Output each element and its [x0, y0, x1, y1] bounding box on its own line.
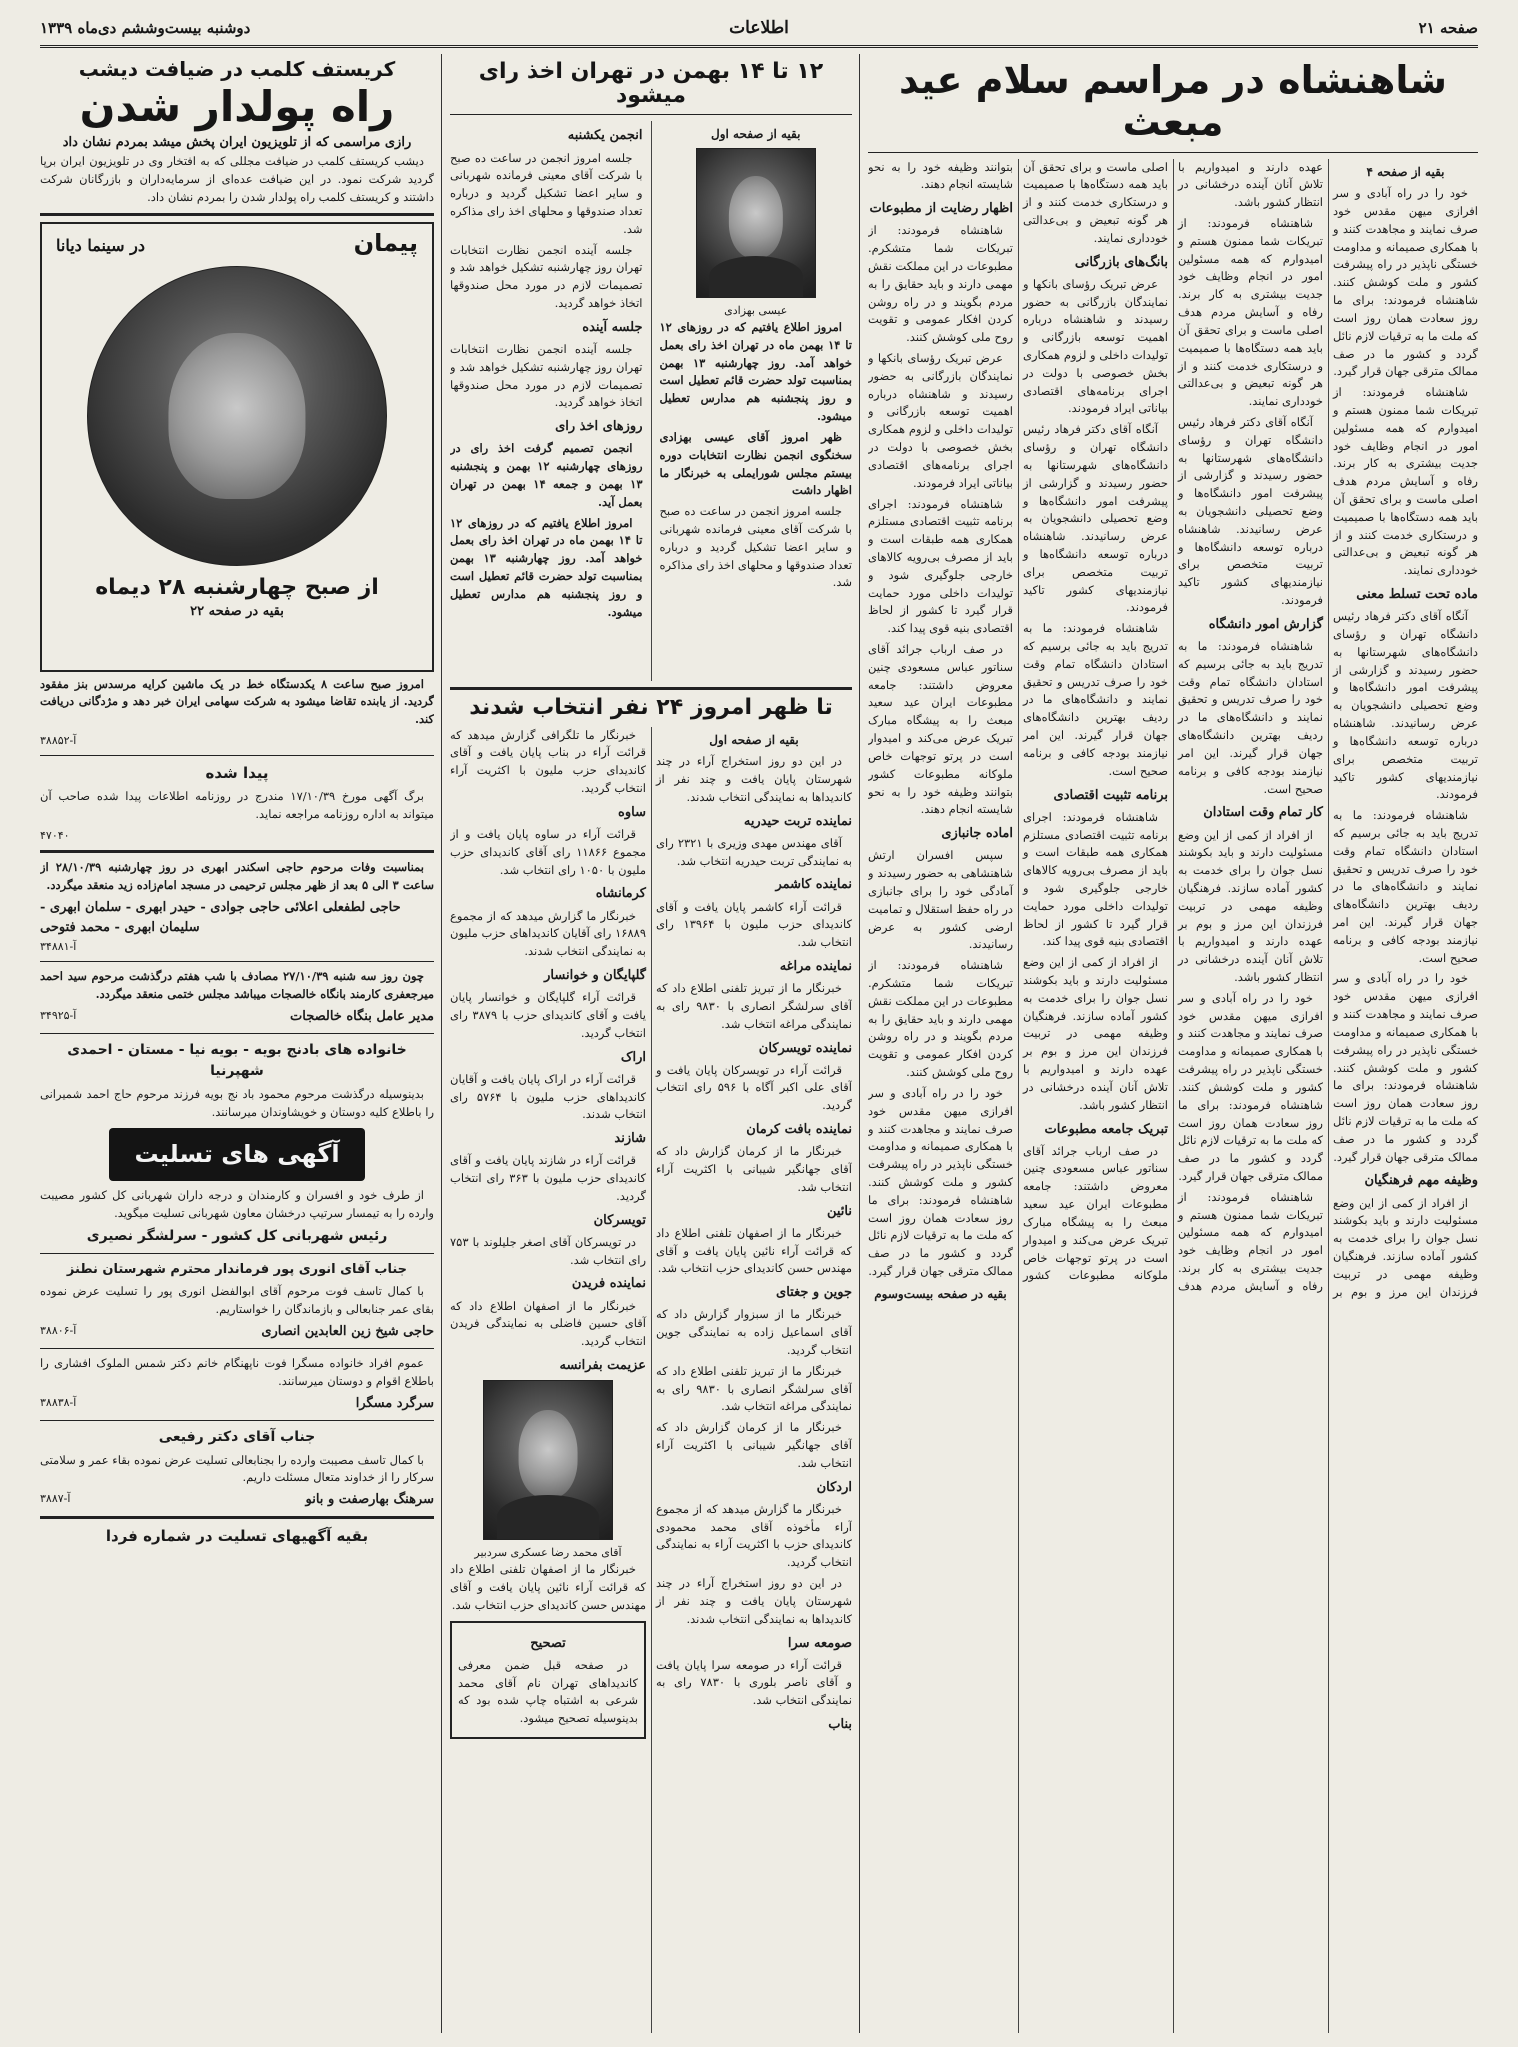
elected-para: در این دو روز استخراج آراء در چند شهرستان پایان یافت و چند نفر از کاندیداها به نمایندگی انتخاب شدند.: [656, 754, 852, 804]
elected-subhead: نماینده بافت کرمان: [746, 1122, 852, 1138]
elected-subhead: نماینده تویسرکان: [758, 1040, 852, 1056]
elected-subhead: گلپایگان و خوانسار: [544, 967, 646, 983]
ad-sign: سرهنگ بهارصفت و بانو: [305, 1492, 434, 1508]
rule: [859, 54, 860, 2033]
shah-end: بقیه در صفحه بیست‌وسوم: [874, 1286, 1007, 1301]
shah-para: در صف ارباب جرائد آقای سناتور عباس مسعودی چنین معروض داشتند: جامعه مطبوعات ایران عید سعید مبعث را به پیشگاه مبارک تبریک عرض می‌کند و امیدوار است در پرتو توجهات خاص ملوکانه مطبوعات کشور بتوانند وظیفه خود را به نحو شایسته انجام دهند.: [868, 159, 1168, 1283]
shah-para: شاهنشاه فرمودند: از تبریکات شما ممنون هستم و امیدوارم که همه مسئولین امور در انجام وظایف خود جدیت بیشتری به کار برند. رفاه و آسایش مردم هدف اصلی ماست و برای تحقق آن باید همه دستگاه‌ها با صمیمیت و درستکاری خدمت کنند و از هر گونه تبعیض و بی‌عدالتی خودداری نمایند.: [1333, 385, 1478, 578]
ad-code: ۴۷۰۴۰: [40, 828, 70, 842]
ad-title: خانواده های بادنج بویه - بویه نیا - مستان - احمدی شهپرنیا: [67, 1041, 407, 1080]
elections-right: [660, 121, 853, 681]
shah-subhead: وظیفه مهم فرهنگیان: [1364, 1173, 1478, 1189]
elections-para: امروز اطلاع یافتیم که در روزهای ۱۲ تا ۱۴ بهمن ماه در تهران اخذ رای بعمل خواهد آمد. روز چهارشنبه ۱۳ بهمن بمناسبت تولد حضرت قائم تعطیل است و روز پنجشنبه هم مدارس تعطیل میشود.: [659, 320, 852, 424]
shah-para: شاهنشاه فرمودند: اجرای برنامه تثبیت اقتصادی مستلزم همکاری همه طبقات است و باید از مصرف بی‌رویه کالاهای خارجی جلوگیری شود و تولیدات داخلی مورد حمایت قرار گیرد تا کشور از لحاظ اقتصادی بنیه قوی پیدا کند.: [1023, 809, 1168, 949]
elections-cont: بقیه از صفحه اول: [711, 127, 801, 142]
shah-headline: شاهنشاه در مراسم سلام عید مبعث: [898, 58, 1447, 144]
elected-headline: تا ظهر امروز ۲۴ نفر انتخاب شدند: [469, 695, 833, 721]
elected-subhead: نماینده مراغه: [779, 958, 852, 974]
ad-text: بدینوسیله درگذشت مرحوم محمود باد نج بویه فرزند مرحوم حاج احمد شمیرانی را باطلاع کلیه دوستان و خویشاوندان میرسانند.: [40, 1087, 434, 1119]
elected-para: آقای مهندس مهدی وزیری با ۲۳۲۱ رای به نمایندگی تربت حیدریه انتخاب شد.: [656, 835, 852, 868]
shah-subhead: اظهار رضایت از مطبوعات: [869, 201, 1013, 217]
masthead: [40, 10, 1478, 48]
shah-para: شاهنشاه فرمودند: ما به تدریج باید به جائی برسیم که استادان دانشگاه تمام وقت خود را صرف تدریس و تحقیق نمایند و دانشگاه‌های ما در ردیف بهترین دانشگاه‌های جهان قرار گیرند. این امر نیازمند بودجه کافی و برنامه صحیح است.: [1023, 621, 1168, 778]
christopher-headline1: کریستف کلمب در ضیافت دیشب: [78, 57, 396, 81]
elections-para: امروز اطلاع یافتیم که در روزهای ۱۲ تا ۱۴ بهمن ماه در تهران اخذ رای بعمل خواهد آمد. روز چهارشنبه ۱۳ بهمن بمناسبت تولد حضرت قائم تعطیل است و روز پنجشنبه هم مدارس تعطیل میشود.: [450, 515, 643, 619]
ad-code: آ-۳۴۹۲۵: [40, 1008, 77, 1022]
columns-container: [40, 54, 1478, 2033]
shah-para: شاهنشاه فرمودند: از تبریکات شما متشکرم. مطبوعات در این مملکت نقش مهمی دارند و باید حقایق را به مردم بگویند و در راه روشن کردن افکار عمومی و تقویت روح ملی کوشش کنند.: [868, 958, 1013, 1080]
elected-para: قرائت آراء کاشمر پایان یافت و آقای کاندیدای حزب ملیون با ۱۳۹۶۴ رای انتخاب شد.: [656, 899, 852, 950]
elections-body-wrap: [450, 121, 852, 681]
elected-subhead: نائین: [826, 1203, 852, 1219]
christopher-para: دیشب کریستف کلمب در ضیافت مجللی که به افتخار وی در تلویزیون ایران برپا گردید شرکت نمود. در این ضیافت عده‌ای از سرمایه‌داران و بازرگانان شرکت داشتند و کریستف کلمب راه پولدار شدن را بمردم نشان داد.: [40, 154, 434, 204]
cinema-date: از صبح چهارشنبه ۲۸ دیماه: [95, 575, 379, 601]
ad-code: آ-۳۸۸۵۲: [40, 734, 77, 748]
issue-date: دوشنبه بیست‌وششم دی‌ماه ۱۳۳۹: [40, 18, 251, 37]
elected-para: خبرنگار ما از تبریز تلفنی اطلاع داد که آقای سرلشگر انصاری با ۹۸۳۰ رای به نمایندگی مراغه انتخاب شد.: [656, 981, 852, 1031]
shah-subhead: کار تمام وقت استادان: [1203, 805, 1323, 821]
elected-subhead: کرمانشاه: [595, 886, 646, 902]
cinema-ad: [40, 222, 434, 672]
christopher-subtitle: رازی مراسمی که از تلویزیون ایران پخش میشد بمردم نشان داد: [62, 135, 412, 151]
ad-text: بمناسبت وفات مرحوم حاجی اسکندر ابهری در روز چهارشنبه ۲۸/۱۰/۳۹ از ساعت ۳ الی ۵ بعد از ظهر مجلس ترحیمی در مسجد امام‌زاده زید منعقد میگردد.: [40, 860, 434, 892]
shah-subhead: تبریک جامعه مطبوعات: [1044, 1121, 1168, 1137]
shah-para: شاهنشاه فرمودند: ما به تدریج باید به جائی برسیم که استادان دانشگاه تمام وقت خود را صرف تدریس و تحقیق نمایند و دانشگاه‌های ما در ردیف بهترین دانشگاه‌های جهان قرار گیرند. این امر نیازمند بودجه کافی و برنامه صحیح است.: [1178, 639, 1323, 796]
correction-box: [450, 1621, 646, 1739]
cinema-photo: [87, 266, 387, 566]
shah-cont: بقیه از صفحه ۴: [1366, 164, 1445, 179]
elected-para: قرائت آراء در صومعه سرا پایان یافت و آقای ناصر بلوری با ۷۸۳۰ رای به نمایندگی انتخاب شد.: [656, 1657, 852, 1708]
ad-text: با کمال تاسف فوت مرحوم آقای ابوالفضل انوری پور را تسلیت عرض نموده بقای عمر جنابعالی و بازماندگان را خواستاریم.: [40, 1284, 434, 1317]
christopher-body: [40, 153, 434, 206]
ad-title: پیدا شده: [205, 764, 269, 783]
correction-text: در صفحه قبل ضمن معرفی کاندیداهای تهران نام آقای محمد شرعی به اشتباه چاپ شده بود که بدینوسیله تصحیح میشود.: [458, 1657, 638, 1726]
condolence-banner: آگهی های تسلیت: [109, 1128, 365, 1181]
elected-subhead: نماینده فریدن: [571, 1276, 646, 1292]
askari-photo: [483, 1380, 613, 1540]
shah-para: سپس افسران ارتش شاهنشاهی به حضور رسیدند و آمادگی خود را برای جانبازی در راه حفظ استقلال و تمامیت ارضی کشور به عرض رسانیدند.: [868, 848, 1013, 952]
elections-subhead: جلسه آینده: [582, 319, 643, 335]
elections-column: [450, 54, 852, 2033]
elected-para: خبرنگار ما از کرمان گزارش داد که آقای جهانگیر شیبانی با اکثریت آراء انتخاب شد.: [656, 1420, 852, 1470]
ad-code: آ-۳۸۸۳۸: [40, 1395, 77, 1409]
ad-title: جناب آقای دکتر رفیعی: [158, 1428, 316, 1445]
ad-text: عموم افراد خانواده مسگرا فوت ناپهنگام خانم دکتر شمس الملوک افشاری را باطلاع اقوام و دوستان میرسانند.: [40, 1356, 434, 1388]
left-column: [40, 54, 434, 2033]
elections-left: [450, 121, 643, 681]
ad-sign: مدیر عامل بنگاه خالصجات: [290, 1008, 434, 1024]
elected-subhead: صومعه سرا: [787, 1635, 852, 1651]
ad-sign: رئیس شهربانی کل کشور - سرلشگر نصیری: [86, 1227, 388, 1244]
shah-para: شاهنشاه فرمودند: از تبریکات شما ممنون هستم و امیدوارم که همه مسئولین امور در انجام وظایف خود جدیت بیشتری به کار برند. رفاه و آسایش مردم هدف اصلی ماست و برای تحقق آن باید همه دستگاه‌ها با صمیمیت و درستکاری خدمت کنند و از هر گونه تبعیض و بی‌عدالتی خودداری نمایند.: [1178, 216, 1323, 409]
elected-body: [450, 727, 852, 2033]
elected-para: در این دو روز استخراج آراء در چند شهرستان پایان یافت و چند نفر از کاندیداها به نمایندگی انتخاب شدند.: [656, 1576, 852, 1626]
shah-subhead: گزارش امور دانشگاه: [1208, 616, 1323, 632]
elected-cont: بقیه از صفحه اول: [709, 732, 799, 747]
elected-subhead: شازند: [614, 1131, 646, 1147]
ad-text: امروز صبح ساعت ۸ یکدستگاه خط در یک ماشین کرایه مرسدس بنز مفقود گردید. از یابنده تقاضا میشود به شرکت سهامی ایران خبر دهد و مژدگانی دریافت کند.: [40, 676, 434, 727]
elected-para: خبرنگار ما گزارش میدهد که از مجموع ۱۶۸۸۹ رای آقایان کاندیداهای حزب ملیون به نمایندگی انتخاب شدند.: [450, 908, 646, 959]
ad-code: آ-۳۸۸۷: [40, 1492, 71, 1506]
ad-title: جناب آقای انوری پور فرماندار محترم شهرستان نطنز: [66, 1262, 408, 1278]
correction-title: تصحیح: [530, 1635, 566, 1651]
shah-para: خود را در راه آبادی و سر افرازی میهن مقدس خود صرف نمایند و مجاهدت کنند و با همکاری صمیمانه و مداومت خستگی ناپذیر در راه پیشرفت کشور و ملت کوشش کنند. شاهنشاه فرمودند: برای ما روز سعادت همان روز است که ملت ما به ترقیات لازم نائل گردد و کشور ما در صف ممالک مترقی جهان قرار گیرد.: [1333, 971, 1478, 1164]
shah-para: شاهنشاه فرمودند: ما به تدریج باید به جائی برسیم که استادان دانشگاه تمام وقت خود را صرف تدریس و تحقیق نمایند و دانشگاه‌های ما در ردیف بهترین دانشگاه‌های جهان قرار گیرند. این امر نیازمند بودجه کافی و برنامه صحیح است.: [1333, 808, 1478, 965]
elections-para: جلسه آینده انجمن نظارت انتخابات تهران روز چهارشنبه تشکیل خواهد شد و تصمیمات لازم در مورد محل صندوقها اتخاذ خواهد گردید.: [450, 242, 643, 311]
shah-para: آنگاه آقای دکتر فرهاد رئیس دانشگاه تهران و رؤسای دانشگاه‌های شهرستانها به حضور رسیدند و گزارشی از پیشرفت امور دانشگاه‌ها و وضع تحصیلی دانشجویان به عرض رسانیدند. شاهنشاه درباره توسعه دانشگاه‌ها و تربیت متخصص برای نیازمندیهای کشور تاکید فرمودند.: [1023, 422, 1168, 615]
shah-subhead: برنامه تثبیت اقتصادی: [1053, 787, 1168, 803]
shah-para: خود را در راه آبادی و سر افرازی میهن مقدس خود صرف نمایند و مجاهدت کنند و با همکاری صمیمانه و مداومت خستگی ناپذیر در راه پیشرفت کشور و ملت کوشش کنند. شاهنشاه فرمودند: برای ما روز سعادت همان روز است که ملت ما به ترقیات لازم نائل گردد و کشور ما در صف ممالک مترقی جهان قرار گیرد.: [1178, 990, 1323, 1183]
elected-subhead: بناب: [828, 1717, 852, 1733]
ad-text: برگ آگهی مورخ ۱۷/۱۰/۳۹ مندرج در روزنامه اطلاعات پیدا شده صاحب آن میتواند به اداره روزنامه مراجعه نماید.: [40, 789, 434, 822]
ad-sign: حاجی شیخ زین العابدین انصاری: [261, 1324, 434, 1340]
ad-code: آ-۳۴۸۸۱: [40, 939, 77, 953]
ads-footer: بقیه آگهیهای تسلیت در شماره فردا: [105, 1527, 369, 1546]
shah-para: آنگاه آقای دکتر فرهاد رئیس دانشگاه تهران و رؤسای دانشگاه‌های شهرستانها به حضور رسیدند و گزارشی از پیشرفت امور دانشگاه‌ها و وضع تحصیلی دانشجویان به عرض رسانیدند. شاهنشاه درباره توسعه دانشگاه‌ها و تربیت متخصص برای نیازمندیهای کشور تاکید فرمودند.: [1333, 609, 1478, 802]
elected-subhead: اراک: [620, 1049, 646, 1065]
shah-para: از افراد از کمی از این وضع مسئولیت دارند و باید بکوشند نسل جوان را برای خدمت به کشور آماده سازند. فرهنگیان وظیفه مهمی در تربیت فرزندان این مرز و بوم بر عهده دارند و امیدواریم با تلاش آنان آینده درخشانی در انتظار کشور باشد.: [1178, 159, 1478, 1299]
rule: [441, 54, 442, 2033]
elections-subhead: روزهای اخذ رای: [555, 419, 643, 435]
elected-para: قرائت آراء در ساوه پایان یافت و از مجموع ۱۱۸۶۶ رای آقای کاندیدای حزب ملیون با ۱۰۵۰ رای انتخاب شد.: [450, 826, 646, 877]
elected-para: قرائت آراء در اراک پایان یافت و آقایان کاندیداهای حزب ملیون با ۵۷۶۴ رای انتخاب شدند.: [450, 1071, 647, 1122]
elected-subhead: جوین و جغتای: [776, 1285, 852, 1301]
shah-para: در صف ارباب جرائد آقای سناتور عباس مسعودی چنین معروض داشتند: جامعه مطبوعات ایران عید سعید مبعث را به پیشگاه مبارک تبریک عرض می‌کند و امیدوار است در پرتو توجهات خاص ملوکانه مطبوعات کشور بتوانند وظیفه خود را به نحو شایسته انجام دهند.: [868, 642, 1013, 817]
shah-para: خود را در راه آبادی و سر افرازی میهن مقدس خود صرف نمایند و مجاهدت کنند و با همکاری صمیمانه و مداومت خستگی ناپذیر در راه پیشرفت کشور و ملت کوشش کنند. شاهنشاه فرمودند: برای ما روز سعادت همان روز است که ملت ما به ترقیات لازم نائل گردد و کشور ما در صف ممالک مترقی جهان قرار گیرد.: [1333, 186, 1478, 379]
ad-text: با کمال تاسف مصیبت وارده را بجنابعالی تسلیت عرض نموده بقاء عمر و سلامتی سرکار را از خداوند متعال مسئلت داریم.: [40, 1452, 434, 1485]
elected-subhead: نماینده کاشمر: [775, 877, 852, 893]
elections-para: جلسه امروز انجمن در ساعت ده صبح با شرکت آقای معینی فرمانده شهربانی و سایر اعضا تشکیل گردید و درباره تعداد صندوقها و محلهای اخذ رای مذاکره شد.: [450, 150, 643, 236]
cinema-sub: در سینما دیانا: [56, 235, 145, 255]
shah-para: از افراد از کمی از این وضع مسئولیت دارند و باید بکوشند نسل جوان را برای خدمت به کشور آماده سازند. فرهنگیان وظیفه مهمی در تربیت فرزندان این مرز و بوم بر عهده دارند و امیدواریم با تلاش آنان آینده درخشانی در انتظار کشور باشد.: [1178, 827, 1323, 984]
ad-names: حاجی لطفعلی اعلائی حاجی جوادی - حیدر ابهری - سلمان ابهری - سلیمان ابهری - محمد فتوحی: [40, 899, 401, 935]
shah-para: خود را در راه آبادی و سر افرازی میهن مقدس خود صرف نمایند و مجاهدت کنند و با همکاری صمیمانه و مداومت خستگی ناپذیر در راه پیشرفت کشور و ملت کوشش کنند. شاهنشاه فرمودند: برای ما روز سعادت همان روز است که ملت ما به ترقیات لازم نائل گردد و کشور ما در صف ممالک مترقی جهان قرار گیرد.: [868, 1085, 1013, 1278]
ad-text: چون روز سه شنبه ۲۷/۱۰/۳۹ مصادف با شب هفتم درگذشت مرحوم سید احمد میرجعفری کارمند بانگاه خالصجات میباشد مجلس ختمی منعقد میگردد.: [40, 968, 434, 1001]
shah-subhead: بانگ‌های بازرگانی: [1074, 254, 1168, 270]
behzadi-photo: [696, 148, 816, 298]
paper-name: اطلاعات: [729, 17, 789, 38]
elected-subhead: تویسرکان: [593, 1212, 646, 1228]
shah-subhead: ماده تحت تسلط معنی: [1356, 587, 1478, 603]
elected-subhead: اردکان: [816, 1479, 852, 1495]
elections-para: جلسه امروز انجمن در ساعت ده صبح با شرکت آقای معینی فرمانده شهربانی و سایر اعضا تشکیل گردید و درباره تعداد صندوقها و محلهای اخذ رای مذاکره شد.: [659, 504, 852, 590]
elections-para: انجمن تصمیم گرفت اخذ رای در روزهای چهارشنبه ۱۲ بهمن و پنجشنبه ۱۳ بهمن و جمعه ۱۴ بهمن در تهران بعمل آید.: [450, 441, 643, 509]
behzadi-caption: عیسی بهزادی: [724, 303, 788, 317]
ad-sign: سرگرد مسگرا: [355, 1395, 434, 1411]
elected-para: خبرنگار ما از اصفهان اطلاع داد که آقای حسین فاضلی به نمایندگی فریدن انتخاب گردید.: [450, 1298, 646, 1349]
ad-code: آ-۳۸۸۰۶: [40, 1324, 77, 1338]
shah-body: [868, 159, 1478, 2033]
askari-caption: آقای محمد رضا عسکری سردبیر: [474, 1546, 622, 1560]
elected-para: خبرنگار ما تلگرافی گزارش میدهد که قرائت آراء در بناب پایان یافت و آقای کاندیدای حزب ملیون با اکثریت آراء انتخاب گردید.: [450, 727, 646, 795]
shah-para: شاهنشاه فرمودند: از تبریکات شما متشکرم. مطبوعات در این مملکت نقش مهمی دارند و باید حقایق را به مردم بگویند و در راه روشن کردن افکار عمومی و تقویت روح ملی کوشش کنند.: [868, 223, 1013, 345]
shah-article: [868, 54, 1478, 2033]
elected-para: خبرنگار ما از تبریز تلفنی اطلاع داد که آقای سرلشگر انصاری با ۹۸۳۰ رای به نمایندگی مراغه انتخاب شد.: [656, 1363, 852, 1414]
page-number: صفحه ۲۱: [1418, 18, 1478, 37]
elected-para: خبرنگار ما از اصفهان تلفنی اطلاع داد که قرائت آراء نائین پایان یافت و آقای مهندس حسن کاندیدای حزب انتخاب شد.: [656, 1225, 852, 1276]
shah-subhead: اماده جانبازی: [941, 826, 1013, 842]
elected-para: خبرنگار ما گزارش میدهد که از مجموع آراء مأخوذه آقای محمد محمودی کاندیدای حزب با اکثریت آراء به نمایندگی انتخاب گردید.: [656, 1501, 852, 1570]
elected-para: قرائت آراء در تویسرکان پایان یافت و آقای علی اکبر آگاه با ۵۹۶ رای انتخاب گردید.: [656, 1062, 852, 1113]
elections-headline: ۱۲ تا ۱۴ بهمن در تهران اخذ رای میشود: [478, 59, 824, 109]
shah-para: از افراد از کمی از این وضع مسئولیت دارند و باید بکوشند نسل جوان را برای خدمت به کشور آماده سازند. فرهنگیان وظیفه مهمی در تربیت فرزندان این مرز و بوم بر عهده دارند و امیدواریم با تلاش آنان آینده درخشانی در انتظار کشور باشد.: [1023, 955, 1168, 1112]
cinema-title: پیمان: [353, 228, 418, 257]
elected-subhead: ساوه: [618, 804, 646, 820]
shah-para: شاهنشاه فرمودند: از تبریکات شما ممنون هستم و امیدوارم که همه مسئولین امور در انجام وظایف خود جدیت بیشتری به کار برند. رفاه و آسایش مردم هدف اصلی ماست و برای تحقق آن باید همه دستگاه‌ها با صمیمیت و درستکاری خدمت کنند و از هر گونه تبعیض و بی‌عدالتی خودداری نمایند.: [1023, 159, 1323, 1293]
elected-para: خبرنگار ما از کرمان گزارش داد که آقای جهانگیر شیبانی با اکثریت آراء انتخاب شد.: [656, 1144, 852, 1194]
elections-para: جلسه آینده انجمن نظارت انتخابات تهران روز چهارشنبه تشکیل خواهد شد و تصمیمات لازم در مورد محل صندوقها اتخاذ خواهد گردید.: [450, 341, 643, 410]
elected-para: قرائت آراء در شازند پایان یافت و آقای کاندیدای حزب ملیون با ۳۶۳ رای انتخاب گردید.: [450, 1153, 646, 1203]
shah-para: شاهنشاه فرمودند: اجرای برنامه تثبیت اقتصادی مستلزم همکاری همه طبقات است و باید از مصرف بی‌رویه کالاهای خارجی جلوگیری شود و تولیدات داخلی مورد حمایت قرار گیرد تا کشور از لحاظ اقتصادی بنیه قوی پیدا کند.: [868, 496, 1013, 636]
shah-para: عرض تبریک رؤسای بانکها و نمایندگان بازرگانی به حضور رسیدند و شاهنشاه درباره اهمیت توسعه بازرگانی و تولیدات داخلی و لزوم همکاری بخش خصوصی با دولت در اجرای برنامه‌های اقتصادی بیاناتی ایراد فرمودند.: [1023, 276, 1168, 416]
elected-para: خبرنگار ما از سبزوار گزارش داد که آقای اسماعیل زاده به نمایندگی جوین انتخاب گردید.: [656, 1307, 852, 1358]
elected-subhead: نماینده تربت حیدریه: [743, 813, 852, 829]
christopher-headline2: راه پولدار شدن: [79, 82, 395, 131]
elected-para: در تویسرکان آقای اصغر جلیلوند با ۷۵۳ رای انتخاب شد.: [450, 1234, 646, 1267]
ad-text: از طرف خود و افسران و کارمندان و درجه داران شهربانی کل کشور مصیبت وارده را به تیمسار سرتیپ درخشان معاون شهربانی تسلیت میگوید.: [40, 1187, 434, 1220]
shah-para: آنگاه آقای دکتر فرهاد رئیس دانشگاه تهران و رؤسای دانشگاه‌های شهرستانها به حضور رسیدند و گزارشی از پیشرفت امور دانشگاه‌ها و وضع تحصیلی دانشجویان به عرض رسانیدند. شاهنشاه درباره توسعه دانشگاه‌ها و تربیت متخصص برای نیازمندیهای کشور تاکید فرمودند.: [1178, 414, 1323, 608]
elected-subhead: عزیمت بفرانسه: [559, 1358, 646, 1374]
elected-para: قرائت آراء گلپایگان و خوانسار پایان یافت و آقای کاندیدای حزب با ۳۸۷۹ رای انتخاب گردید.: [450, 990, 647, 1040]
elected-para: خبرنگار ما از اصفهان تلفنی اطلاع داد که قرائت آراء نائین پایان یافت و آقای مهندس حسن کاندیدای حزب انتخاب شد.: [450, 1562, 646, 1612]
shah-para: عرض تبریک رؤسای بانکها و نمایندگان بازرگانی به حضور رسیدند و شاهنشاه درباره اهمیت توسعه بازرگانی و تولیدات داخلی و لزوم همکاری بخش خصوصی با دولت در اجرای برنامه‌های اقتصادی بیاناتی ایراد فرمودند.: [868, 351, 1013, 490]
elections-para: ظهر امروز آقای عیسی بهزادی سخنگوی انجمن نظارت انتخابات دوره بیستم مجلس شورایملی به خبرنگار ما اظهار داشت: [659, 429, 852, 498]
ads-block: [40, 676, 434, 1549]
elections-subhead: انجمن یکشنبه: [567, 128, 643, 144]
cinema-cont: بقیه در صفحه ۲۲: [190, 604, 284, 620]
